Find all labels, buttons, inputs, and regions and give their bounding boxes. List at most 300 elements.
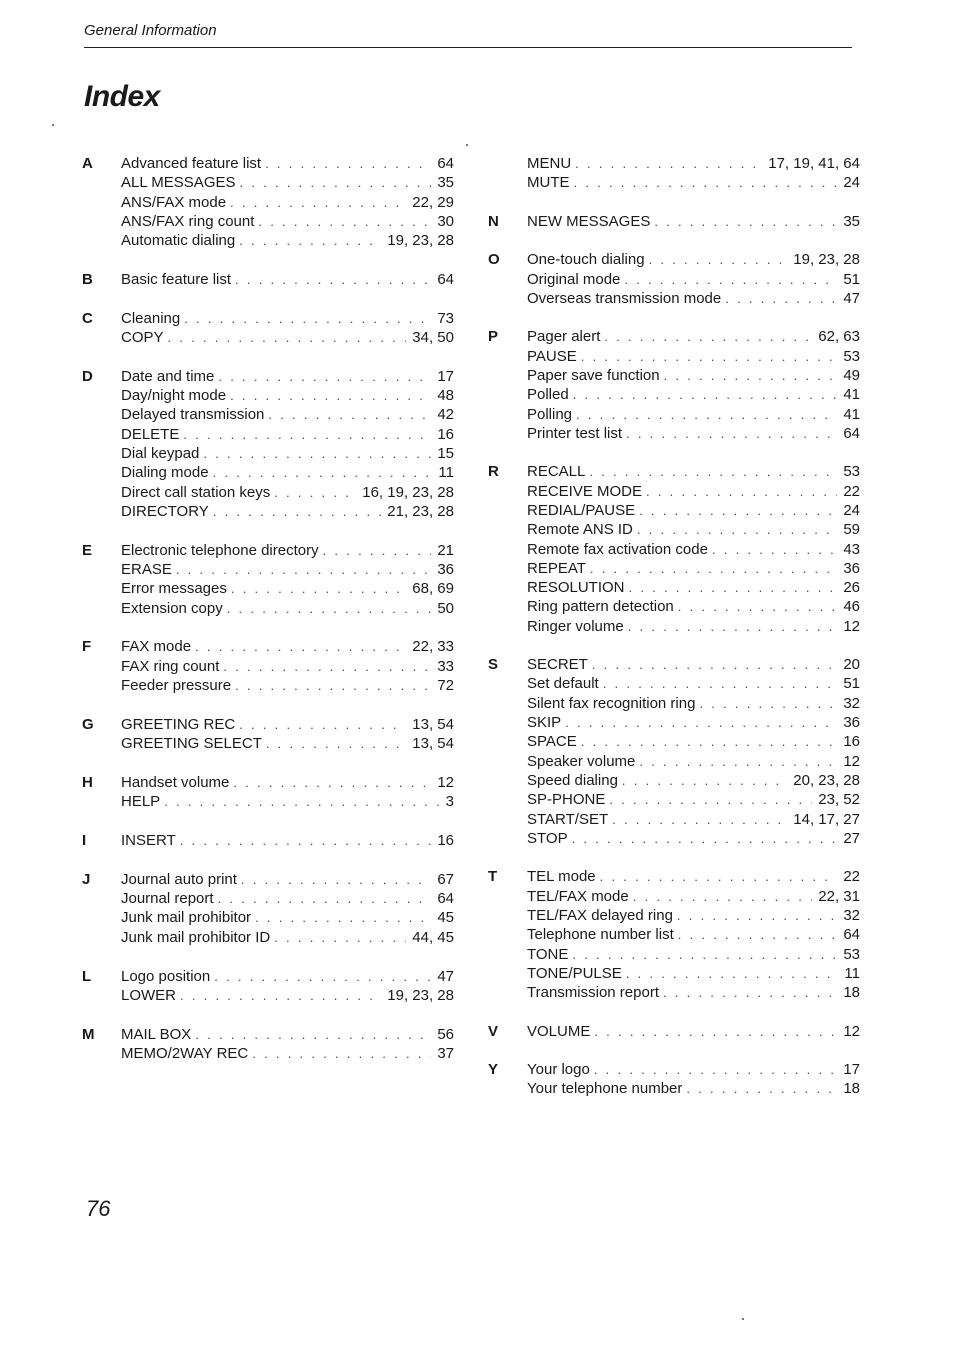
dot-leader: [239, 715, 406, 734]
index-term: STOP: [527, 829, 568, 847]
index-letter: I: [82, 832, 87, 850]
index-term: Your logo: [527, 1061, 590, 1079]
dot-leader: [590, 559, 837, 578]
index-letter: A: [82, 155, 93, 172]
dot-leader: [195, 1025, 431, 1044]
index-entry: [527, 289, 860, 308]
dot-leader: [600, 867, 838, 886]
index-page-ref: 11: [844, 964, 860, 982]
index-entry: [121, 1025, 454, 1044]
index-term: Printer test list: [527, 424, 623, 442]
dot-leader: [164, 792, 439, 811]
index-entry: [121, 367, 454, 386]
index-page-ref: 12: [437, 773, 454, 791]
index-entry: [121, 831, 454, 850]
index-entry: [121, 386, 454, 405]
dot-leader: [184, 309, 431, 328]
index-term: Extension copy: [121, 599, 223, 617]
index-term: Ring pattern detection: [527, 598, 674, 616]
index-group: [82, 831, 454, 850]
index-group: [488, 154, 860, 193]
index-page-ref: 62, 63: [818, 328, 860, 346]
index-page-ref: 22: [843, 868, 860, 886]
index-entry: [527, 327, 860, 346]
index-entry: [527, 154, 860, 173]
dot-leader: [227, 599, 432, 618]
index-term: Silent fax recognition ring: [527, 694, 696, 712]
index-term: Remote fax activation code: [527, 540, 708, 558]
index-term: Dialing mode: [121, 464, 209, 482]
index-page-ref: 45: [437, 909, 454, 927]
index-page-ref: 56: [437, 1025, 454, 1043]
index-column-left: [82, 154, 454, 1063]
index-page-ref: 16: [437, 832, 454, 850]
index-term: REDIAL/PAUSE: [527, 501, 636, 519]
index-group: [82, 715, 454, 754]
index-term: Direct call station keys: [121, 483, 271, 501]
index-term: GREETING REC: [121, 715, 236, 733]
index-term: PAUSE: [527, 347, 577, 365]
index-entry: [527, 173, 860, 192]
dot-leader: [686, 1079, 837, 1098]
index-term: SECRET: [527, 656, 588, 674]
index-entry: [527, 925, 860, 944]
index-entry: [527, 964, 860, 983]
index-letter: V: [488, 1022, 499, 1040]
index-entry: [527, 405, 860, 424]
index-page-ref: 34, 50: [412, 329, 454, 347]
dot-leader: [255, 908, 431, 927]
index-page-ref: 17: [437, 367, 454, 385]
index-entry: [527, 887, 860, 906]
index-page-ref: 64: [437, 890, 454, 908]
index-entry: [527, 694, 860, 713]
index-page-ref: 22, 29: [412, 193, 454, 211]
index-entry: [527, 906, 860, 925]
index-entry: [527, 752, 860, 771]
dot-leader: [223, 657, 431, 676]
index-page-ref: 13, 54: [412, 715, 454, 733]
index-page-ref: 53: [843, 463, 860, 481]
index-page-ref: 22: [843, 482, 860, 500]
index-entry: [121, 463, 454, 482]
index-term: MUTE: [527, 174, 570, 192]
dot-leader: [231, 579, 406, 598]
index-page-ref: 18: [843, 984, 860, 1002]
index-page-ref: 49: [843, 366, 860, 384]
dot-leader: [258, 212, 431, 231]
index-group: [488, 655, 860, 848]
index-term: NEW MESSAGES: [527, 212, 651, 230]
index-term: Transmission report: [527, 984, 659, 1002]
index-term: LOWER: [121, 986, 177, 1004]
dot-leader: [609, 790, 812, 809]
index-term: FAX mode: [121, 638, 192, 656]
dot-leader: [626, 964, 839, 983]
dot-leader: [323, 541, 432, 560]
dot-leader: [266, 734, 406, 753]
index-term: SP-PHONE: [527, 791, 606, 809]
index-letter: S: [488, 656, 499, 674]
index-term: GREETING SELECT: [121, 735, 262, 753]
index-group: [82, 637, 454, 695]
index-term: INSERT: [121, 832, 176, 850]
index-page-ref: 36: [843, 714, 860, 732]
index-letter: J: [82, 870, 91, 888]
dot-leader: [612, 810, 787, 829]
dot-leader: [664, 366, 838, 385]
dot-leader: [581, 347, 838, 366]
index-page-ref: 43: [843, 540, 860, 558]
index-entry: [527, 810, 860, 829]
index-entry: [121, 715, 454, 734]
index-entry: [121, 483, 454, 502]
index-entry: [121, 309, 454, 328]
index-term: Handset volume: [121, 773, 230, 791]
dot-leader: [203, 444, 431, 463]
dot-leader: [637, 520, 837, 539]
index-page-ref: 17: [843, 1061, 860, 1079]
index-term: Junk mail prohibitor ID: [121, 928, 271, 946]
index-group: [82, 1025, 454, 1064]
index-page-ref: 41: [843, 386, 860, 404]
index-page-ref: 72: [437, 677, 454, 695]
index-entry: [527, 617, 860, 636]
index-page-ref: 51: [843, 675, 860, 693]
index-entry: [527, 732, 860, 751]
index-entry: [121, 657, 454, 676]
index-page-ref: 53: [843, 945, 860, 963]
index-entry: [121, 328, 454, 347]
dot-leader: [639, 752, 837, 771]
index-term: TEL/FAX mode: [527, 887, 629, 905]
scan-speck: [466, 144, 468, 146]
dot-leader: [678, 597, 838, 616]
index-term: ANS/FAX mode: [121, 193, 227, 211]
index-page-ref: 17, 19, 41, 64: [768, 155, 860, 172]
index-entry: [121, 502, 454, 521]
dot-leader: [574, 173, 838, 192]
index-term: Dial keypad: [121, 445, 200, 463]
dot-leader: [218, 367, 431, 386]
index-page-ref: 12: [843, 1022, 860, 1040]
index-term: Date and time: [121, 367, 215, 385]
index-page-ref: 64: [437, 155, 454, 172]
index-term: Delayed transmission: [121, 406, 265, 424]
dot-leader: [589, 462, 837, 481]
dot-leader: [168, 328, 407, 347]
index-page-ref: 50: [437, 599, 454, 617]
dot-leader: [572, 945, 837, 964]
index-entry: [527, 501, 860, 520]
index-term: MEMO/2WAY REC: [121, 1044, 249, 1062]
index-group: [82, 367, 454, 521]
index-term: TEL/FAX delayed ring: [527, 906, 673, 924]
index-term: TONE: [527, 945, 569, 963]
index-page-ref: 42: [437, 406, 454, 424]
index-term: Basic feature list: [121, 270, 232, 288]
index-entry: [121, 676, 454, 695]
index-entry: [527, 385, 860, 404]
index-term: Remote ANS ID: [527, 521, 633, 539]
dot-leader: [725, 289, 837, 308]
index-group: [488, 462, 860, 636]
index-page-ref: 30: [437, 212, 454, 230]
header-divider: [84, 47, 852, 48]
index-page-ref: 64: [437, 270, 454, 288]
index-page-ref: 16: [437, 425, 454, 443]
dot-leader: [677, 906, 837, 925]
index-term: TEL mode: [527, 868, 596, 886]
index-group: [488, 250, 860, 308]
index-page-ref: 41: [843, 405, 860, 423]
index-page-ref: 12: [843, 617, 860, 635]
index-page-ref: 46: [843, 598, 860, 616]
index-entry: [527, 424, 860, 443]
dot-leader: [628, 617, 838, 636]
dot-leader: [176, 560, 431, 579]
index-entry: [527, 790, 860, 809]
index-group: [82, 541, 454, 618]
index-page-ref: 32: [843, 906, 860, 924]
index-term: START/SET: [527, 810, 609, 828]
index-page-ref: 16, 19, 23, 28: [362, 483, 454, 501]
dot-leader: [646, 482, 837, 501]
index-group: [488, 212, 860, 231]
dot-leader: [195, 637, 406, 656]
index-entry: [527, 945, 860, 964]
index-letter: P: [488, 328, 499, 346]
dot-leader: [241, 870, 431, 889]
dot-leader: [230, 386, 431, 405]
index-group: [82, 154, 454, 250]
index-term: RECALL: [527, 463, 586, 481]
index-page-ref: 16: [843, 733, 860, 751]
index-entry: [527, 520, 860, 539]
index-term: MAIL BOX: [121, 1025, 192, 1043]
index-entry: [121, 405, 454, 424]
dot-leader: [240, 173, 432, 192]
dot-leader: [218, 889, 432, 908]
index-entry: [527, 270, 860, 289]
index-page-ref: 3: [445, 793, 454, 811]
index-entry: [121, 889, 454, 908]
index-letter: R: [488, 463, 499, 481]
index-term: RECEIVE MODE: [527, 482, 643, 500]
dot-leader: [265, 154, 431, 173]
index-entry: [527, 347, 860, 366]
index-page-ref: 53: [843, 347, 860, 365]
dot-leader: [594, 1022, 837, 1041]
dot-leader: [233, 773, 431, 792]
index-term: Day/night mode: [121, 387, 227, 405]
index-page-ref: 15: [437, 445, 454, 463]
index-entry: [527, 1060, 860, 1079]
index-entry: [121, 212, 454, 231]
index-letter: D: [82, 367, 93, 385]
index-term: ERASE: [121, 561, 172, 579]
dot-leader: [622, 771, 787, 790]
index-entry: [121, 870, 454, 889]
index-group: [488, 1060, 860, 1099]
index-term: Feeder pressure: [121, 677, 232, 695]
dot-leader: [629, 578, 838, 597]
index-entry: [121, 154, 454, 173]
index-page-ref: 22, 33: [412, 638, 454, 656]
index-term: DELETE: [121, 425, 180, 443]
index-entry: [527, 867, 860, 886]
index-page-ref: 23, 52: [818, 791, 860, 809]
index-term: Speed dialing: [527, 771, 618, 789]
index-page-ref: 37: [437, 1044, 454, 1062]
index-group: [488, 327, 860, 443]
index-page-ref: 21, 23, 28: [387, 502, 454, 520]
dot-leader: [654, 212, 837, 231]
index-page-ref: 20, 23, 28: [793, 771, 860, 789]
dot-leader: [230, 193, 406, 212]
index-entry: [527, 540, 860, 559]
index-letter: H: [82, 773, 93, 791]
index-page-ref: 11: [438, 464, 454, 482]
index-term: One-touch dialing: [527, 251, 645, 269]
scan-speck: [742, 1318, 744, 1320]
index-term: Electronic telephone directory: [121, 541, 319, 559]
index-term: Overseas transmission mode: [527, 289, 722, 307]
index-term: HELP: [121, 793, 161, 811]
dot-leader: [604, 327, 812, 346]
dot-leader: [712, 540, 837, 559]
index-column-right: [488, 154, 860, 1099]
index-group: [82, 967, 454, 1006]
index-page-ref: 48: [437, 387, 454, 405]
index-entry: [121, 560, 454, 579]
dot-leader: [252, 1044, 431, 1063]
index-entry: [121, 425, 454, 444]
index-letter: F: [82, 638, 92, 656]
dot-leader: [626, 424, 837, 443]
index-term: Original mode: [527, 270, 621, 288]
dot-leader: [274, 483, 356, 502]
dot-leader: [678, 925, 838, 944]
index-entry: [527, 674, 860, 693]
index-entry: [121, 928, 454, 947]
index-page-ref: 32: [843, 694, 860, 712]
index-term: Journal report: [121, 890, 214, 908]
dot-leader: [235, 270, 431, 289]
dot-leader: [239, 231, 381, 250]
index-page-ref: 13, 54: [412, 735, 454, 753]
index-page-ref: 33: [437, 657, 454, 675]
index-entry: [121, 967, 454, 986]
index-page-ref: 51: [843, 270, 860, 288]
index-term: VOLUME: [527, 1022, 591, 1040]
index-entry: [121, 792, 454, 811]
index-term: Error messages: [121, 580, 227, 598]
dot-leader: [639, 501, 837, 520]
index-term: Logo position: [121, 967, 211, 985]
dot-leader: [594, 1060, 837, 1079]
index-page-ref: 27: [843, 829, 860, 847]
index-page-ref: 20: [843, 656, 860, 674]
index-term: MENU: [527, 155, 572, 172]
dot-leader: [572, 829, 838, 848]
index-term: Polling: [527, 405, 573, 423]
index-term: COPY: [121, 329, 164, 347]
index-entry: [527, 771, 860, 790]
index-entry: [527, 578, 860, 597]
index-letter: B: [82, 270, 93, 288]
index-page-ref: 64: [843, 926, 860, 944]
index-group: [488, 867, 860, 1002]
dot-leader: [699, 694, 837, 713]
page-title: Index: [84, 80, 160, 113]
dot-leader: [663, 983, 837, 1002]
scan-speck: [52, 124, 54, 126]
index-letter: O: [488, 251, 500, 269]
index-entry: [121, 193, 454, 212]
index-group: [82, 870, 454, 947]
index-term: Paper save function: [527, 366, 660, 384]
index-term: FAX ring count: [121, 657, 220, 675]
index-term: Journal auto print: [121, 870, 237, 888]
index-page-ref: 19, 23, 28: [387, 986, 454, 1004]
index-page-ref: 24: [843, 174, 860, 192]
index-page-ref: 26: [843, 579, 860, 597]
dot-leader: [592, 655, 837, 674]
index-term: REPEAT: [527, 559, 586, 577]
dot-leader: [214, 967, 431, 986]
index-entry: [121, 986, 454, 1005]
index-page-ref: 18: [843, 1080, 860, 1098]
index-term: Speaker volume: [527, 752, 636, 770]
index-page-ref: 68, 69: [412, 580, 454, 598]
index-page-ref: 59: [843, 521, 860, 539]
index-entry: [527, 983, 860, 1002]
index-letter: E: [82, 541, 93, 559]
index-term: SPACE: [527, 733, 577, 751]
index-page-ref: 19, 23, 28: [387, 232, 454, 250]
index-term: ALL MESSAGES: [121, 174, 236, 192]
index-page-ref: 44, 45: [412, 928, 454, 946]
dot-leader: [633, 887, 813, 906]
index-entry: [121, 908, 454, 927]
index-term: Polled: [527, 386, 569, 404]
index-entry: [527, 713, 860, 732]
index-term: Set default: [527, 675, 599, 693]
index-page-ref: 67: [437, 870, 454, 888]
page-number: 76: [86, 1196, 111, 1221]
index-page-ref: 36: [843, 559, 860, 577]
index-entry: [527, 829, 860, 848]
index-term: Ringer volume: [527, 617, 624, 635]
index-entry: [121, 734, 454, 753]
index-term: Junk mail prohibitor: [121, 909, 252, 927]
index-page-ref: 36: [437, 561, 454, 579]
index-term: Pager alert: [527, 328, 601, 346]
index-entry: [527, 212, 860, 231]
index-term: DIRECTORY: [121, 502, 209, 520]
index-letter: N: [488, 212, 499, 230]
dot-leader: [576, 405, 837, 424]
index-term: TONE/PULSE: [527, 964, 622, 982]
index-entry: [527, 597, 860, 616]
index-page-ref: 14, 17, 27: [793, 810, 860, 828]
index-entry: [121, 231, 454, 250]
dot-leader: [235, 676, 431, 695]
index-entry: [527, 1079, 860, 1098]
index-letter: C: [82, 309, 93, 327]
index-entry: [527, 250, 860, 269]
